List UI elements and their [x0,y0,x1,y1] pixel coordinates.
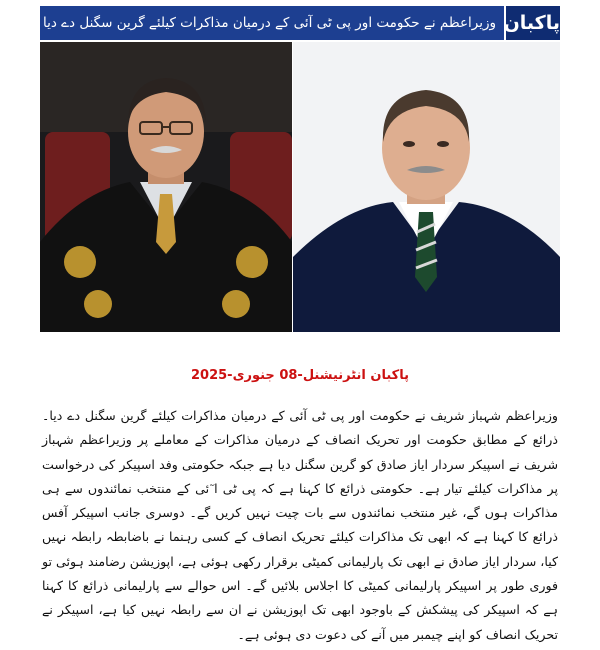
prime-minister-portrait-illustration [293,42,560,332]
headline-text: وزیراعظم نے حکومت اور پی ٹی آئی کے درمیان مذاکرات کیلئے گرین سگنل دے دیا [42,15,496,31]
prime-minister-photo [293,42,560,332]
dateline: پاکبان انٹرنیشنل-08 جنوری-2025 [190,368,410,383]
article-body: وزیراعظم شہباز شریف نے حکومت اور پی ٹی آئی کے درمیان مذاکرات کیلئے گرین سگنل دے دیا۔ ذرائع کے مطابق حکومت اور تحریک انصاف کے درمیان مذاکرات کے معاملے پر وزیراعظم شہباز شریف نے اسپیکر سردار ایاز صادق کو گرین سگنل دیا ہے جبکہ حکومتی وفد اسپیکر کی درخواست پر مذاکرات کیلئے تیار ہے۔ حکومتی ذرائع کا کہنا ہے کہ پی ٹی ا ٓئی کے منتخب نمائندوں سے ہی مذاکرات ہوں گے، غیر منتخب نمائندوں سے بات چیت نہیں کریں گے۔ دوسری جانب اسپیکر آفس ذرائع کا کہنا ہے کہ ابھی تک مذاکرات کیلئے تحریک انصاف کے کسی رہنما نے باضابطہ رابطہ نہیں کیا، سردار ایاز صادق نے ابھی تک پارلیمانی کمیٹی برقرار رکھی ہوئی ہے، اپوزیشن رضامند ہوئی تو فوری طور پر اسپیکر پارلیمانی کمیٹی کا اجلاس بلائیں گے۔ اس حوالے سے پارلیمانی ذرائع کا کہنا ہے کہ اسپیکر کی پیشکش کے باوجود ابھی تک اپوزیشن نے ان سے رابطہ نہیں کیا ہے، اسپیکر نے تحریک انصاف کو اپنے چیمبر میں آنے کی دعوت دی ہوئی ہے۔ [42,408,558,642]
speaker-portrait-illustration [40,42,292,332]
brand-logo: پاکبان [504,6,560,40]
speaker-photo [40,42,292,332]
headline-banner [40,6,560,40]
